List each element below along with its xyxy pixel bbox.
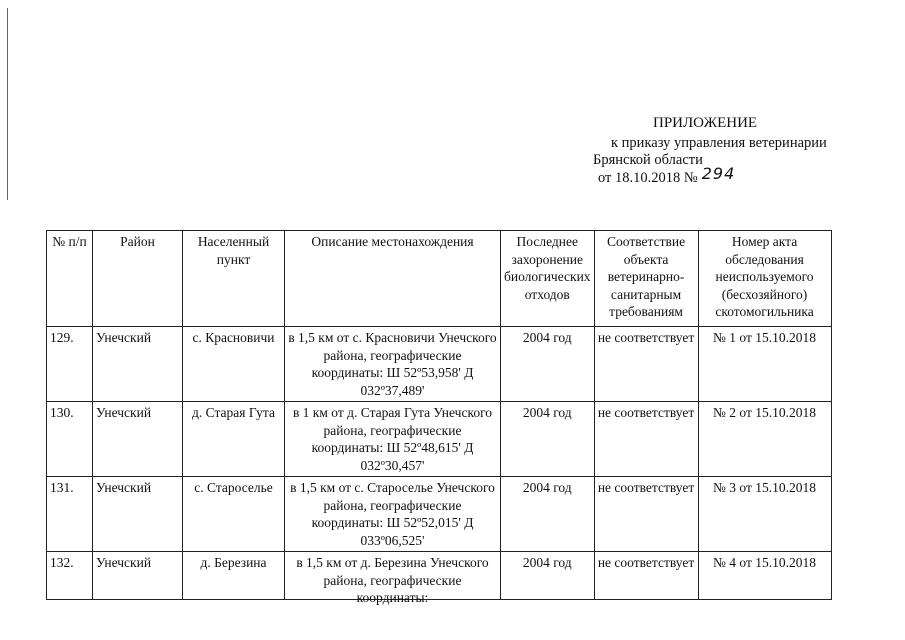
cell-location: в 1,5 км от с. Красновичи Унечского района, географические координаты: Ш 52º53,958' Д 032º37,489' [285,327,501,402]
cell-compliance: не соответствует [594,477,698,552]
cell-number: 130. [47,402,93,477]
cell-compliance: не соответствует [594,402,698,477]
cell-compliance: не соответствует [594,327,698,402]
cell-number: 132. [47,552,93,600]
table-row [47,402,832,477]
burial-sites-table [46,230,832,605]
appendix-region-line: Брянской области [593,152,703,168]
cell-last-burial: 2004 год [501,327,595,402]
cell-last-burial: 2004 год [501,552,595,600]
cell-number: 129. [47,327,93,402]
page-edge-line [7,8,8,200]
cell-act: № 4 от 15.10.2018 [698,552,831,600]
cell-location-text: в 1,5 км от д. Березина Унечского района, географические координаты: [296,555,489,605]
appendix-date-text: от 18.10.2018 № [598,170,698,186]
cell-settlement: д. Старая Гута [183,402,285,477]
cell-district: Унечский [93,327,183,402]
cell-settlement: с. Староселье [183,477,285,552]
appendix-date-line [598,164,736,187]
cell-number: 131. [47,477,93,552]
table-row [47,552,832,600]
cell-district: Унечский [93,477,183,552]
table-row [47,477,832,552]
cell-district: Унечский [93,552,183,600]
cell-settlement: д. Березина [183,552,285,600]
col-header-district: Район [93,231,183,327]
col-header-last-burial: Последнее захоронение биологических отходов [501,231,595,327]
appendix-order-line: к приказу управления ветеринарии [611,135,827,151]
cell-location: в 1,5 км от с. Староселье Унечского района, географические координаты: Ш 52º52,015' Д 033º06,525' [285,477,501,552]
appendix-title: ПРИЛОЖЕНИЕ [653,115,758,131]
cell-location [285,552,501,605]
cell-location: в 1 км от д. Старая Гута Унечского района, географические координаты: Ш 52º48,615' Д 032º30,457' [285,402,501,477]
col-header-act: Номер акта обследования неиспользуемого (бесхозяйного) скотомогильника [698,231,831,327]
col-header-location: Описание местонахождения [285,231,501,327]
col-header-number: № п/п [47,231,93,327]
col-header-compliance: Соответствие объекта ветеринарно-санитарным требованиям [594,231,698,327]
cell-last-burial: 2004 год [501,477,595,552]
cell-compliance: не соответствует [594,552,698,600]
table-header-row [47,231,832,327]
handwritten-order-number: 294 [701,164,736,183]
table-row [47,327,832,402]
cell-settlement: с. Красновичи [183,327,285,402]
col-header-settlement: Населенный пункт [183,231,285,327]
cell-district: Унечский [93,402,183,477]
cell-act: № 2 от 15.10.2018 [698,402,831,477]
cell-act: № 1 от 15.10.2018 [698,327,831,402]
cell-act: № 3 от 15.10.2018 [698,477,831,552]
cell-last-burial: 2004 год [501,402,595,477]
